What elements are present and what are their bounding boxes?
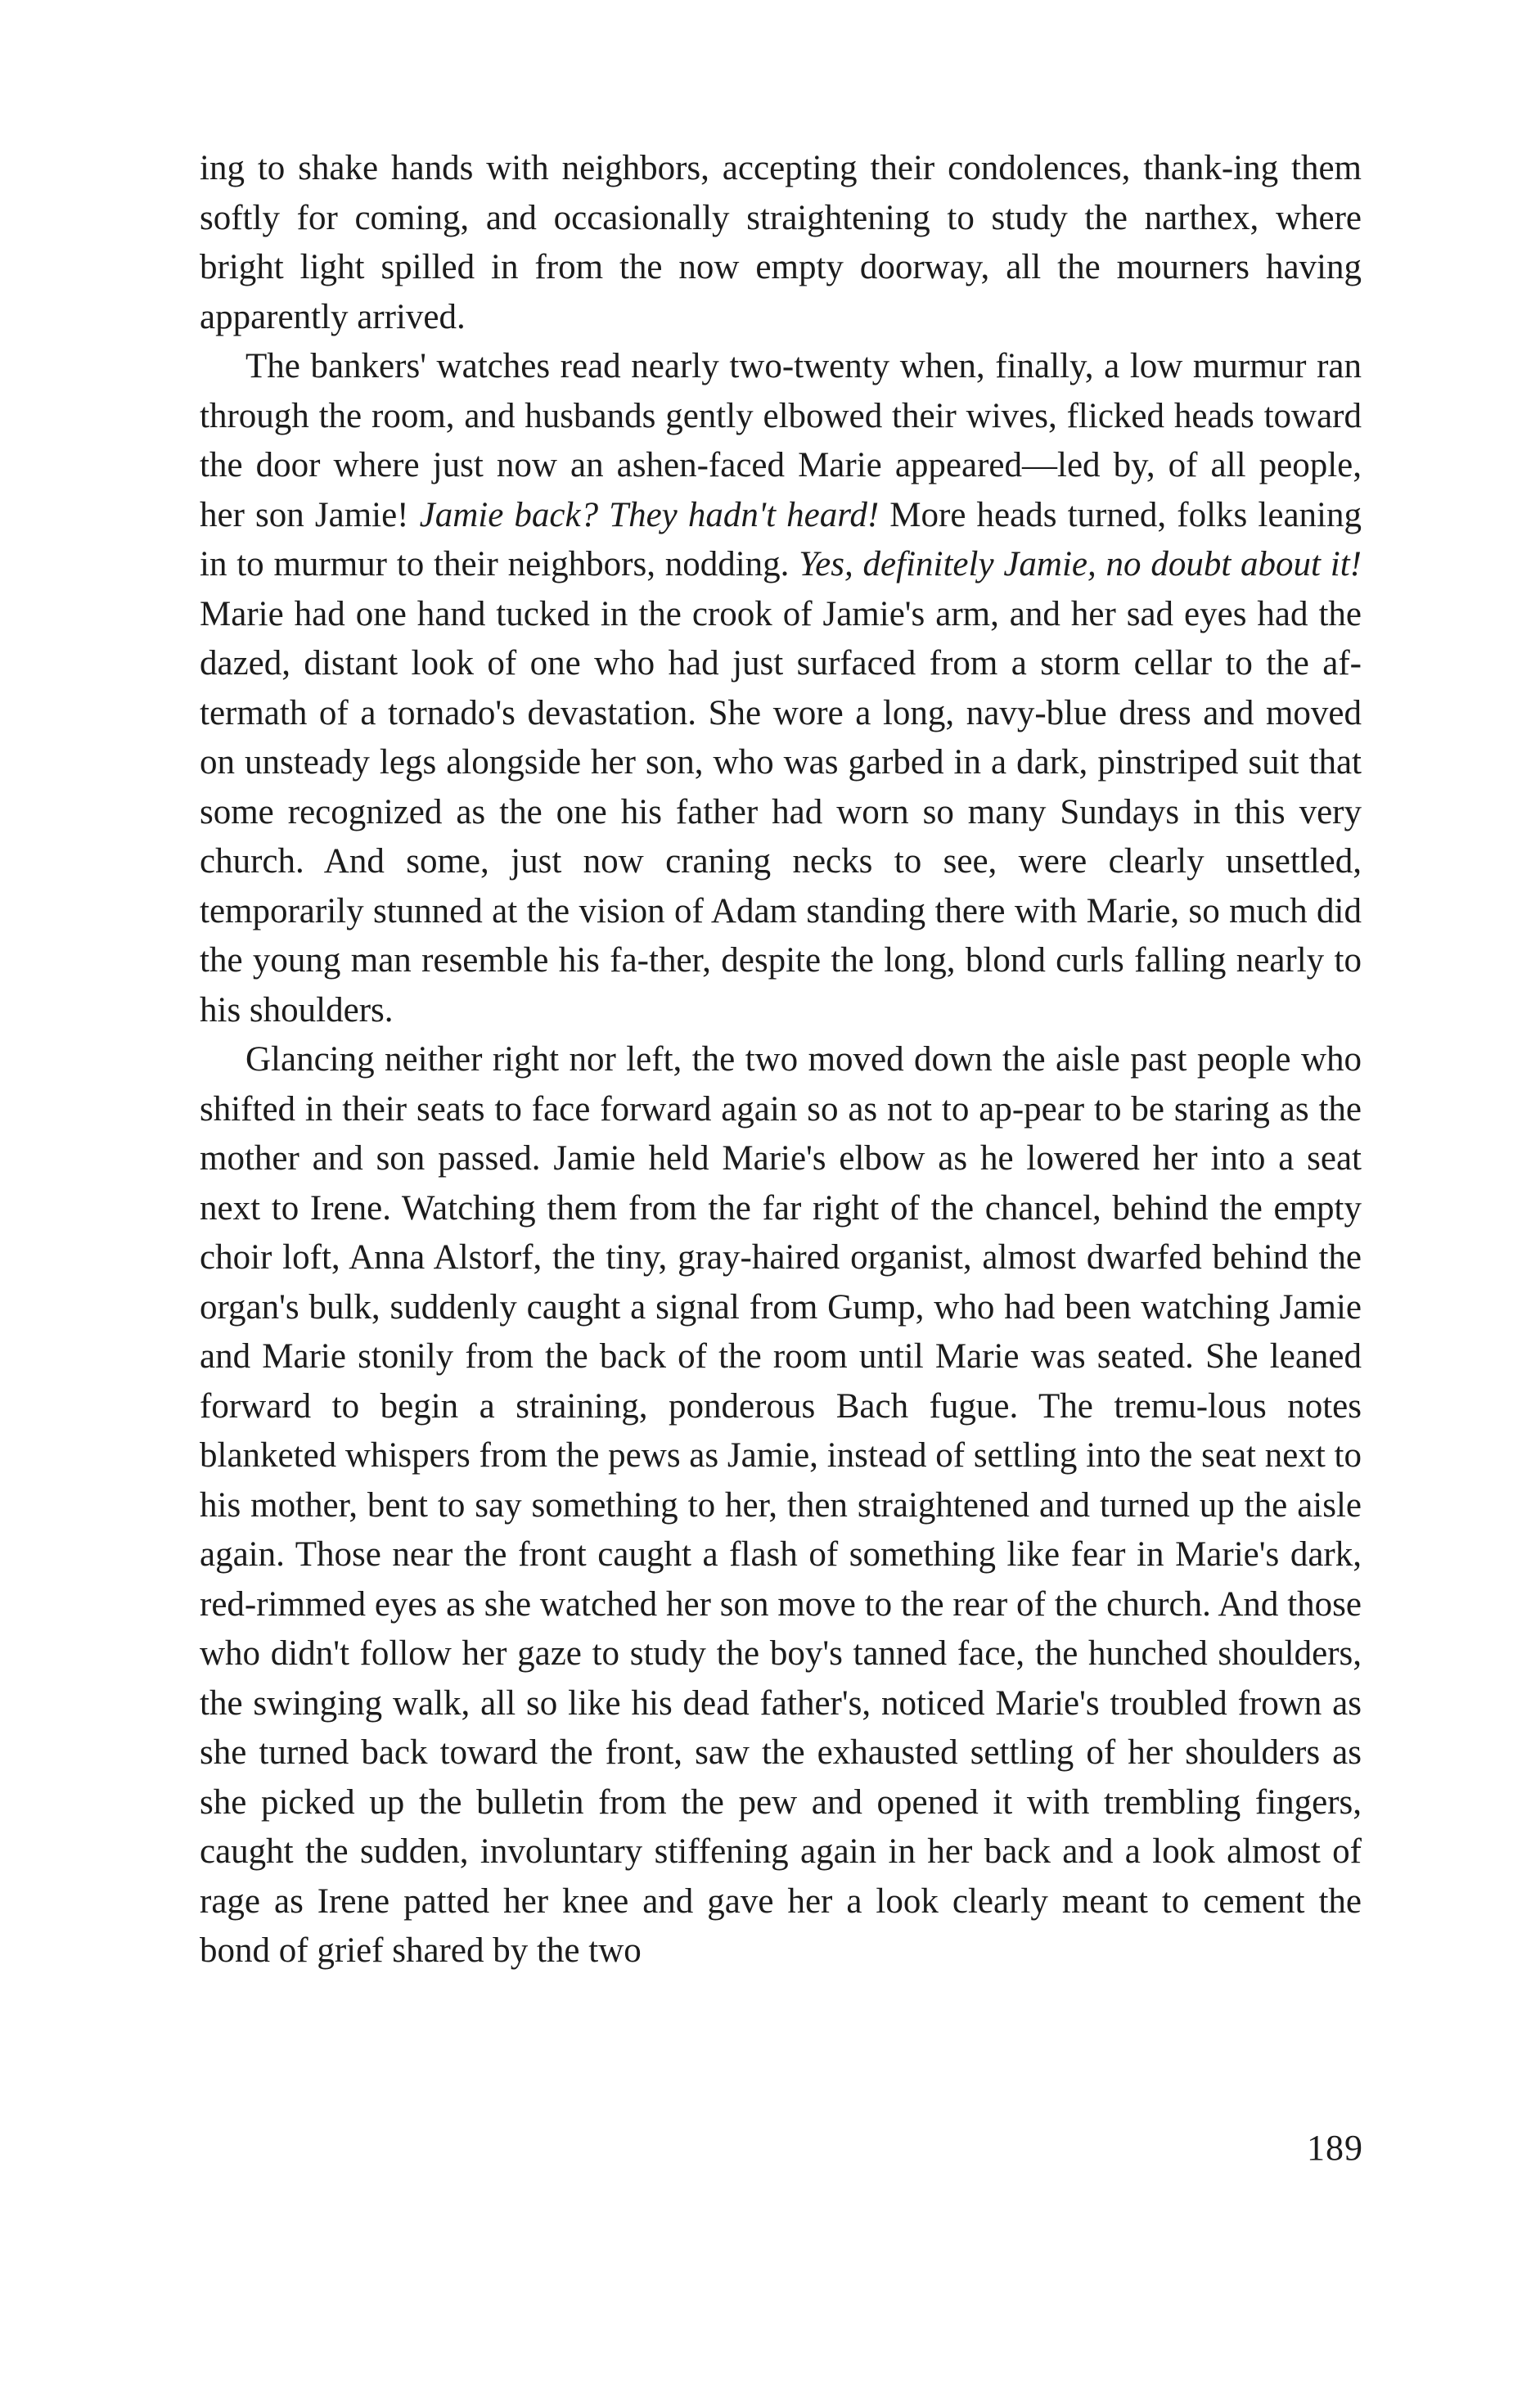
paragraph-1 xyxy=(200,144,1362,342)
paragraph-2-text-a: The bankers' watches read nearly two-twenty when, finally, a low murmur ran through the room, and husbands gently elbowed their wives, flicked heads toward the door where just now an ashen-faced Marie appeared—led by, of all people, her son Jamie! xyxy=(200,347,1362,534)
paragraph-2-italic-a: Jamie back? They hadn't heard! xyxy=(419,495,880,534)
paragraph-2 xyxy=(200,342,1362,1035)
paragraph-3-text: Glancing neither right nor left, the two moved down the aisle past people who shifted in their seats to face forward again so as not to ap-pear to be staring as the mother and son passed. Jamie held Marie's elbow as he lowered her into a seat next to Irene. Watching them from the far right of the chancel, behind the empty choir loft, Anna Alstorf, the tiny, gray-haired organist, almost dwarfed behind the organ's bulk, suddenly caught a signal from Gump, who had been watching Jamie and Marie stonily from the back of the room until Marie was seated. She leaned forward to begin a straining, ponderous Bach fugue. The tremu-lous notes blanketed whispers from the pews as Jamie, instead of settling into the seat next to his mother, bent to say something to her, then straightened and turned up the aisle again. Those near the front caught a flash of something like fear in Marie's dark, red-rimmed eyes as she watched her son move to the rear of the church. And those who didn't follow her gaze to study the boy's tanned face, the hunched shoulders, the swinging walk, all so like his dead father's, noticed Marie's troubled frown as she turned back toward the front, saw the exhausted settling of her shoulders as she picked up the bulletin from the pew and opened it with trembling fingers, caught the sudden, involuntary stiffening again in her back and a look almost of rage as Irene patted her knee and gave her a look clearly meant to cement the bond of grief shared by the two xyxy=(200,1040,1362,1970)
body-text xyxy=(200,144,1362,1976)
page-number: 189 xyxy=(1307,2128,1363,2168)
paragraph-2-text-b: More heads turned, folks leaning in to murmur to their neighbors, nodding. xyxy=(200,495,1362,583)
paragraph-2-text-c: Marie had one hand tucked in the crook of Jamie's arm, and her sad eyes had the dazed, distant look of one who had just surfaced from a storm cellar to the af-termath of a tornado's devastation. She wore a long, navy-blue dress and moved on unsteady legs alongside her son, who was garbed in a dark, pinstriped suit that some recognized as the one his father had worn so many Sundays in this very church. And some, just now craning necks to see, were clearly unsettled, temporarily stunned at the vision of Adam standing there with Marie, so much did the young man resemble his fa-ther, despite the long, blond curls falling nearly to his shoulders. xyxy=(200,594,1362,1030)
paragraph-1-text: ing to shake hands with neighbors, accepting their condolences, thank-ing them softly for coming, and occasionally straightening to study the narthex, where bright light spilled in from the now empty doorway, all the mourners having apparently arrived. xyxy=(200,149,1362,336)
paragraph-3 xyxy=(200,1035,1362,1976)
paragraph-2-italic-b: Yes, definitely Jamie, no doubt about it! xyxy=(799,545,1362,583)
